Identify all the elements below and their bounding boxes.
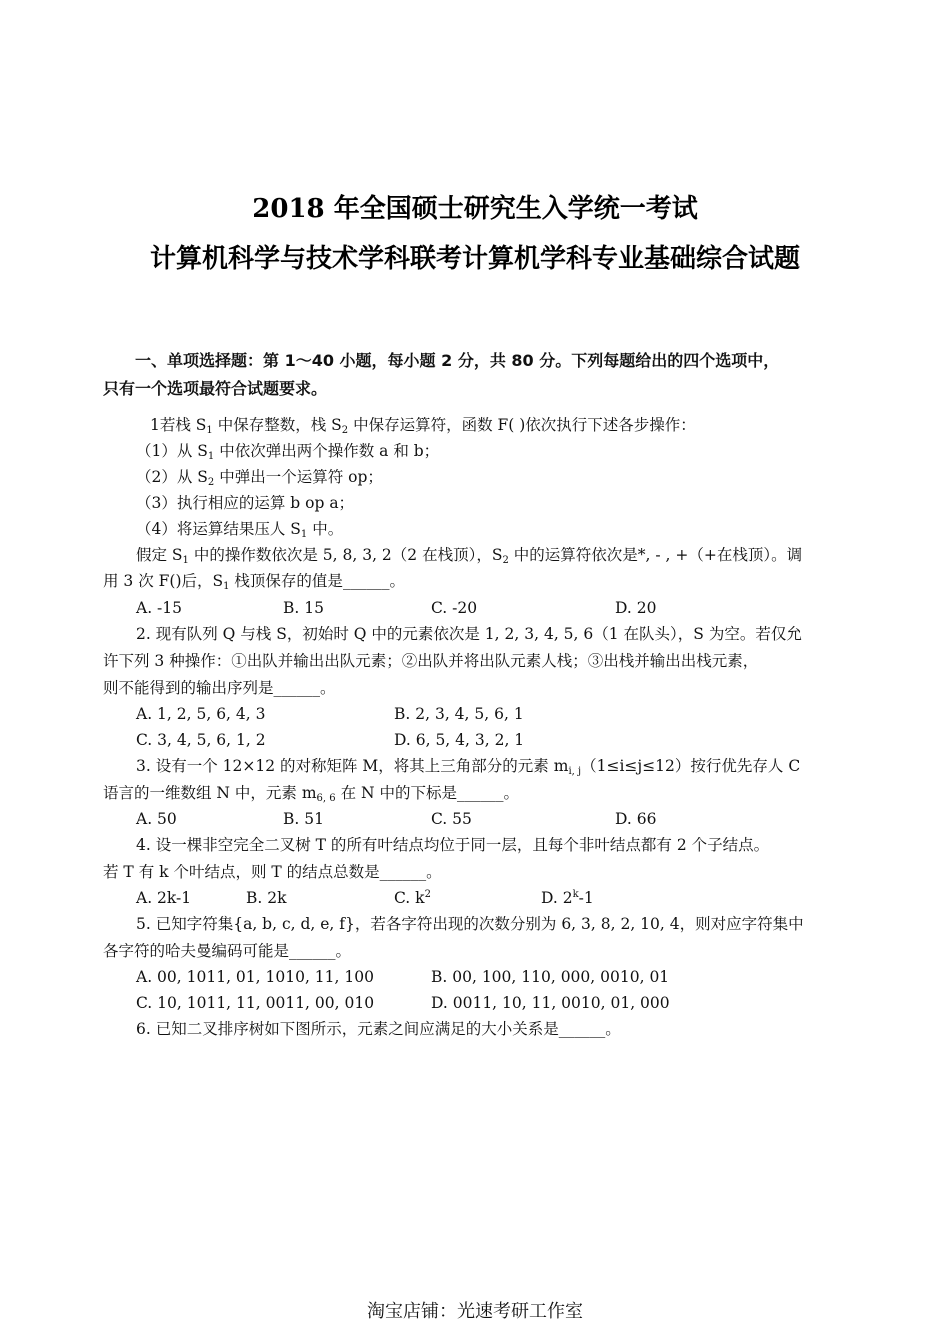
q6-stem: 6. 已知二叉排序树如下图所示，元素之间应满足的大小关系是______。: [103, 1016, 874, 1042]
q5-option-a: A. 00, 1011, 01, 1010, 11, 100: [136, 968, 374, 986]
q2-stem-line1: 2. 现有队列 Q 与栈 S，初始时 Q 中的元素依次是 1, 2, 3, 4, 5, 6（1 在队头），S 为空。若仅允: [136, 625, 802, 643]
q4-stem-line2: 若 T 有 k 个叶结点，则 T 的结点总数是______。: [103, 859, 841, 885]
q1-step-2: （2）从 $S_2$ 中弹出一个运算符 op；: [136, 468, 383, 488]
answer-blank: ______: [379, 863, 427, 881]
q2-option-d: D. 6, 5, 4, 3, 2, 1: [394, 731, 525, 749]
q3-option-d: D. 66: [615, 810, 657, 828]
q3-option-c: C. 55: [431, 810, 472, 828]
q2-option-a: A. 1, 2, 5, 6, 4, 3: [136, 705, 266, 723]
q1-step-1: （1）从 $S_1$ 中依次弹出两个操作数 a 和 b；: [136, 442, 440, 462]
q2-stem-line3: 则不能得到的输出序列是______。: [103, 675, 841, 701]
q5-option-b: B. 00, 100, 110, 000, 0010, 01: [431, 968, 670, 986]
section-heading-line2: 只有一个选项最符合试题要求。: [103, 379, 328, 398]
exam-subtitle: 计算机科学与技术学科联考计算机学科专业基础综合试题: [149, 244, 800, 274]
q1-option-a: A. -15: [136, 599, 183, 617]
answer-blank: ______: [342, 572, 390, 590]
exam-title: 2018 年全国硕士研究生入学统一考试: [252, 194, 698, 224]
q1-option-b: B. 15: [283, 599, 324, 617]
q5-stem-line2: 各字符的哈夫曼编码可能是______。: [103, 938, 841, 964]
q1-option-c: C. -20: [431, 599, 478, 617]
q1-assumption: 假定 $S_1$ 中的操作数依次是 5, 8, 3, 2（2 在栈顶），$S_2$ 中的运算符依次是*, - , +（+在栈顶）。调: [136, 546, 803, 566]
answer-blank: ______: [289, 942, 336, 960]
section-heading-line1: 一、单项选择题：第 1～40 小题，每小题 2 分，共 80 分。下列每题给出的四个选项中，: [135, 351, 780, 370]
q4-stem-line1: 4. 设一棵非空完全二叉树 T 的所有叶结点均位于同一层，且每个非叶结点都有 2 个子结点。: [136, 836, 770, 854]
q3-option-b: B. 51: [283, 810, 324, 828]
q1-step-4: （4）将运算结果压人 $S_1$ 中。: [136, 520, 344, 540]
q4-option-b: B. 2k: [246, 889, 287, 907]
q2-option-b: B. 2, 3, 4, 5, 6, 1: [394, 705, 524, 723]
section-heading: [103, 347, 841, 403]
q3-option-a: A. 50: [136, 810, 177, 828]
q5-option-d: D. 0011, 10, 11, 0010, 01, 000: [431, 994, 670, 1012]
q3-stem-line2: 语言的一维数组 N 中，元素 $m_{6, 6}$ 在 N 中的下标是______。: [103, 780, 841, 806]
q3-stem-line1: 3. 设有一个 12×12 的对称矩阵 M，将其上三角部分的元素 $m_{i, j}(1\le i\le j\le 12)$按行优先存人 C: [136, 757, 801, 777]
q5-stem-line1: 5. 已知字符集{a, b, c, d, e, f}，若各字符出现的次数分别为 6, 3, 8, 2, 10, 4，则对应字符集中: [136, 915, 804, 933]
q4-option-c: C. $k^2$: [394, 889, 431, 907]
page-footer: 淘宝店铺：光速考研工作室: [367, 1301, 583, 1322]
q4-option-d: D. 2$^k$-1: [541, 889, 594, 907]
q5-option-c: C. 10, 1011, 11, 0011, 00, 010: [136, 994, 375, 1012]
q2-option-c: C. 3, 4, 5, 6, 1, 2: [136, 731, 266, 749]
q1-stem: 1若栈 $S_1$ 中保存整数，栈 $S_2$ 中保存运算符，函数 F( )依次执行下述各步操作：: [150, 416, 696, 436]
answer-blank: ______: [457, 784, 504, 802]
answer-blank: ______: [273, 679, 321, 697]
q1-stem-end: 用 3 次 F()后，$S_1$ 栈顶保存的值是______。: [103, 568, 841, 594]
answer-blank: ______: [558, 1020, 606, 1038]
q2-stem-line2: 许下列 3 种操作：①出队并输出出队元素；②出队并将出队元素人栈；③出栈并输出出栈元素，: [103, 652, 759, 670]
q1-option-d: D. 20: [615, 599, 657, 617]
q4-option-a: A. 2k-1: [136, 889, 192, 907]
q1-step-3: （3）执行相应的运算 b op a；: [136, 494, 355, 512]
